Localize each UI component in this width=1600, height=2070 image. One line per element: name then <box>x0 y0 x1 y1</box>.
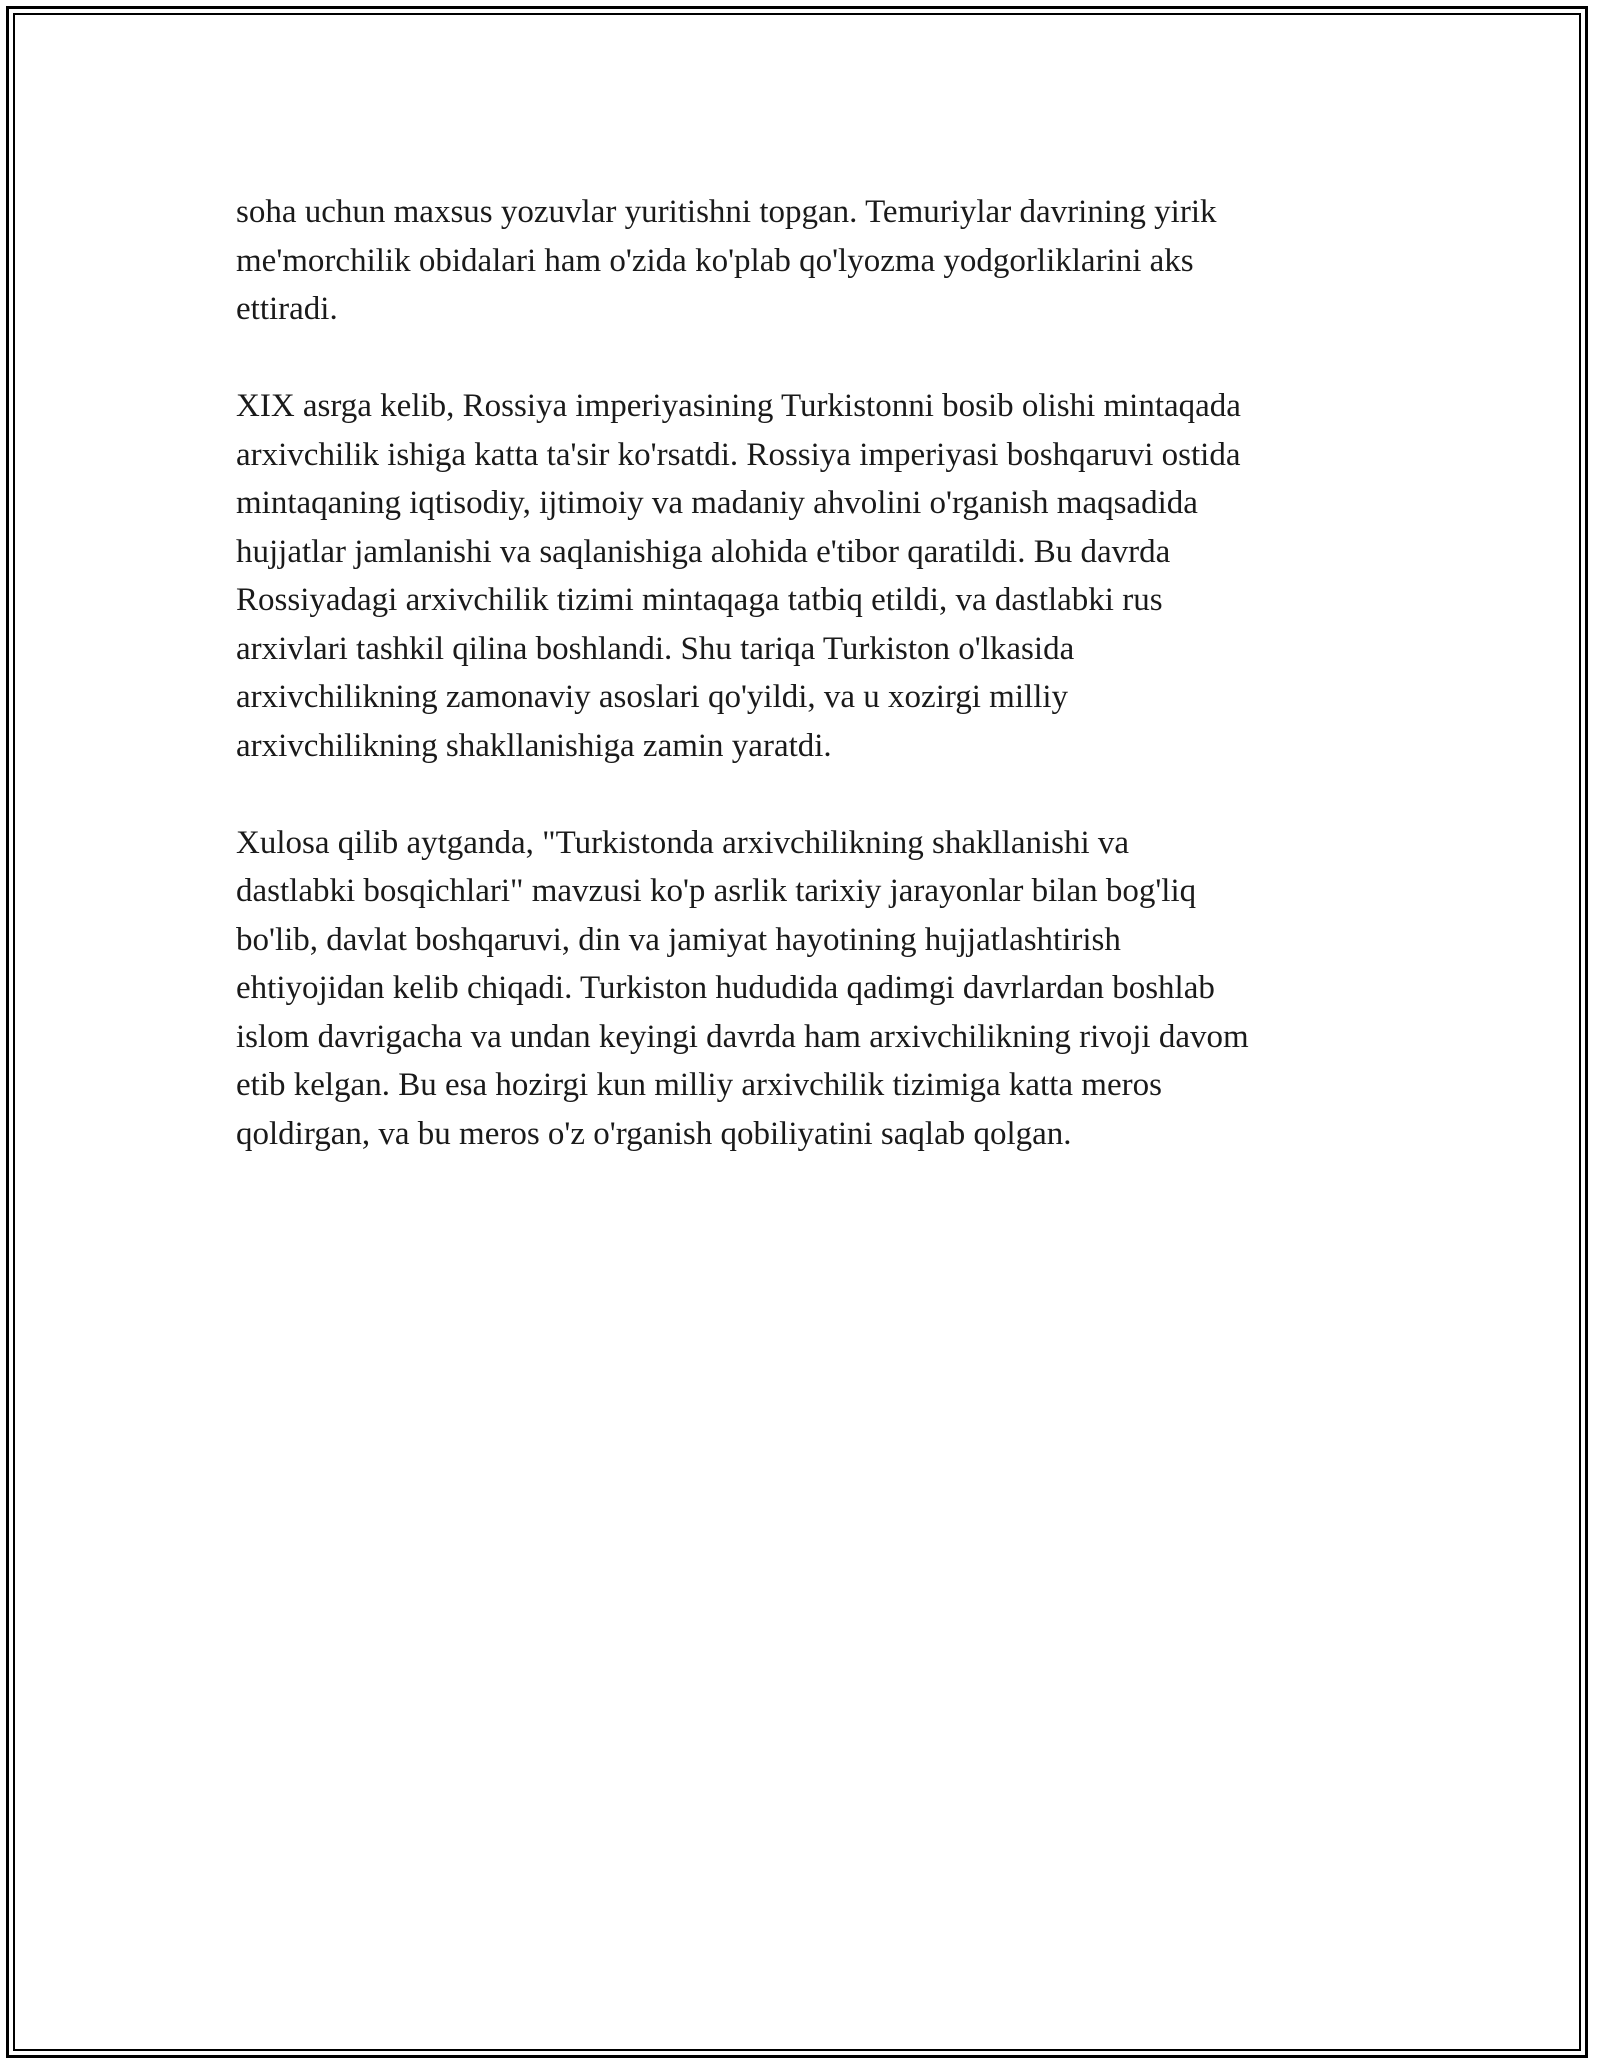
page-body <box>236 188 1376 1207</box>
paragraph-1: soha uchun maxsus yozuvlar yuritishni topgan. Temuriylar davrining yirik me'morchilik obidalari ham o'zida ko'plab qo'lyozma yodgorliklarini aks ettiradi. <box>236 194 1217 327</box>
paragraph-2: XIX asrga kelib, Rossiya imperiyasining Turkistonni bosib olishi mintaqada arxivchilik ishiga katta ta'sir ko'rsatdi. Rossiya imperiyasi boshqaruvi ostida mintaqaning iqtisodiy, ijtimoiy va madaniy ahvolini o'rganish maqsadida hujjatlar jamlanishi va saqlanishiga alohida e'tibor qaratildi. Bu davrda Rossiyadagi arxivchilik tizimi mintaqaga tatbiq etildi, va dastlabki rus arxivlari tashkil qilina boshlandi. Shu tariqa Turkiston o'lkasida arxivchilikning zamonaviy asoslari qo'yildi, va u xozirgi milliy arxivchilikning shakllanishiga zamin yaratdi. <box>236 388 1241 764</box>
paragraph-3: Xulosa qilib aytganda, "Turkistonda arxivchilikning shakllanishi va dastlabki bosqichlari" mavzusi ko'p asrlik tarixiy jarayonlar bilan bog'liq bo'lib, davlat boshqaruvi, din va jamiyat hayotining hujjatlashtirish ehtiyojidan kelib chiqadi. Turkiston hududida qadimgi davrlardan boshlab islom davrigacha va undan keyingi davrda ham arxivchilikning rivoji davom etib kelgan. Bu esa hozirgi kun milliy arxivchilik tizimiga katta meros qoldirgan, va bu meros o'z o'rganish qobiliyatini saqlab qolgan. <box>236 824 1249 1152</box>
